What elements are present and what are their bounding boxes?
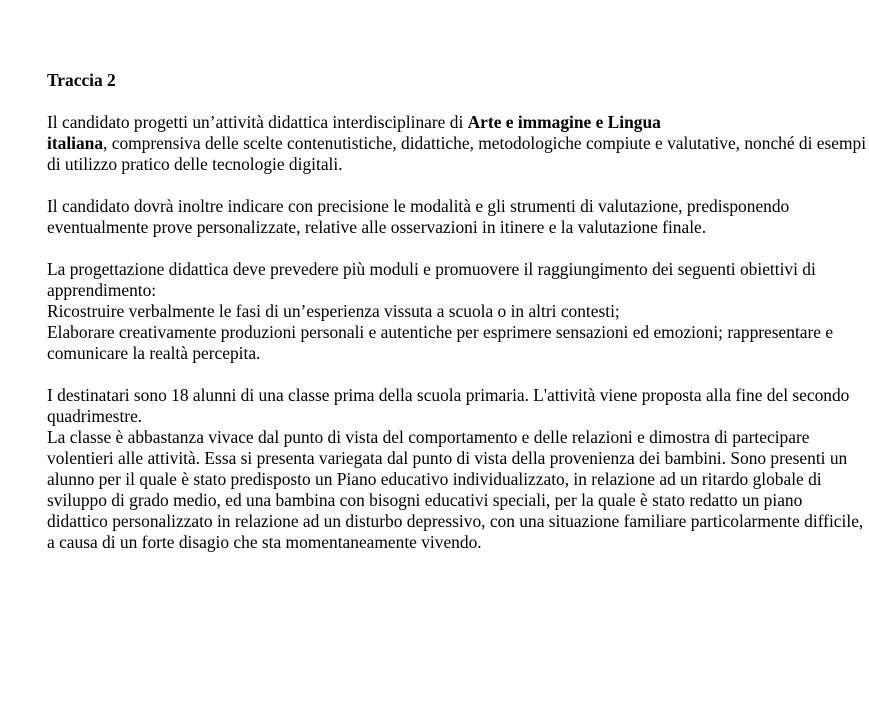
paragraph-recipients: I destinatari sono 18 alunni di una classe prima della scuola primaria. L'attività viene proposta alla fine del secondo quadrimestre. <box>47 385 850 426</box>
paragraph-assignment <box>47 112 867 175</box>
paragraph-evaluation: Il candidato dovrà inoltre indicare con precisione le modalità e gli strumenti di valutazione, predisponendo eventualmente prove personalizzate, relative alle osservazioni in itinere e la valutazione finale. <box>47 196 790 237</box>
paragraph-assignment-intro: Il candidato progetti un’attività didattica interdisciplinare di <box>47 112 468 132</box>
document-title: Traccia 2 <box>47 70 116 90</box>
paragraph-assignment-rest: , comprensiva delle scelte contenutistiche, didattiche, metodologiche compiute e valutative, nonché di esempi di utilizzo pratico delle tecnologie digitali. <box>47 133 867 174</box>
spacer <box>47 175 867 196</box>
paragraph-objectives-intro: La progettazione didattica deve prevedere più moduli e promuovere il raggiungimento dei seguenti obiettivi di apprendimento: <box>47 259 816 300</box>
subject-arte-immagine: Arte e immagine e Lingua <box>467 112 661 132</box>
objective-1: Ricostruire verbalmente le fasi di un’esperienza vissuta a scuola o in altri contesti; <box>47 301 620 321</box>
paragraph-class-description: La classe è abbastanza vivace dal punto di vista del comportamento e delle relazioni e dimostra di partecipare volentieri alle attività. Essa si presenta variegata dal punto di vista della provenienza dei bambini. Sono presenti un alunno per il quale è stato predisposto un Piano educativo individualizzato, in relazione ad un ritardo globale di sviluppo di grado medio, ed una bambina con bisogni educativi speciali, per la quale è stato redatto un piano didattico personalizzato in relazione ad un disturbo depressivo, con una situazione familiare particolarmente difficile, a causa di un forte disagio che sta momentaneamente vivendo. <box>47 427 864 552</box>
subject-italiana: italiana <box>47 133 104 153</box>
objective-2: Elaborare creativamente produzioni personali e autentiche per esprimere sensazioni ed emozioni; rappresentare e comunicare la realtà percepita. <box>47 322 834 363</box>
spacer <box>47 91 867 112</box>
spacer <box>47 238 867 259</box>
spacer <box>47 364 867 385</box>
document-body <box>47 70 867 553</box>
